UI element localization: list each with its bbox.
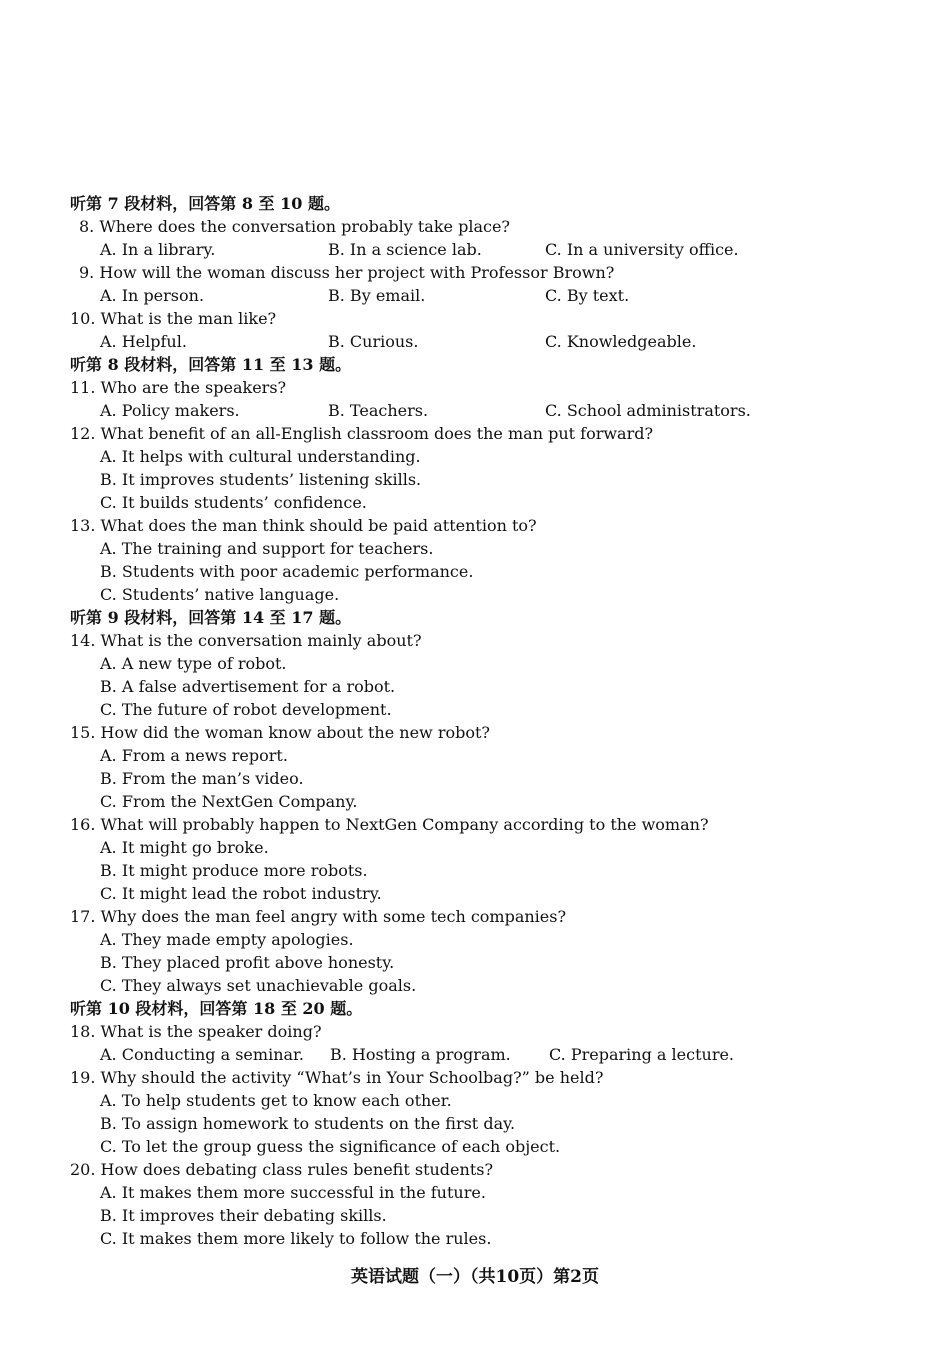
question-stem xyxy=(70,307,930,330)
answer-option: C. In a university office. xyxy=(545,240,739,259)
answer-option: B. Hosting a program. xyxy=(330,1045,511,1064)
answer-option: C. Knowledgeable. xyxy=(545,332,697,351)
answer-option: A. In person. xyxy=(100,286,205,305)
answer-option: B. To assign homework to students on the first day. xyxy=(100,1114,516,1133)
question-text: Why should the activity “What’s in Your Schoolbag?” be held? xyxy=(100,1068,604,1087)
question-text: How does debating class rules benefit students? xyxy=(100,1160,494,1179)
answer-option: B. In a science lab. xyxy=(328,240,482,259)
answer-option: A. They made empty apologies. xyxy=(100,930,354,949)
answer-option: B. Teachers. xyxy=(328,401,429,420)
answer-option: A. The training and support for teachers. xyxy=(100,539,434,558)
answer-option: B. It might produce more robots. xyxy=(100,861,368,880)
question-text: How did the woman know about the new robot? xyxy=(100,723,490,742)
question-text: What is the speaker doing? xyxy=(100,1022,322,1041)
question-stem xyxy=(70,905,930,928)
question-stem xyxy=(70,215,930,238)
answer-option: A. A new type of robot. xyxy=(100,654,287,673)
answer-option: A. In a library. xyxy=(100,240,216,259)
answer-option: C. It makes them more likely to follow the rules. xyxy=(100,1229,492,1248)
answer-option: C. It builds students’ confidence. xyxy=(100,493,367,512)
question-number: 14. xyxy=(70,631,96,650)
question-stem xyxy=(70,376,930,399)
answer-option: C. School administrators. xyxy=(545,401,751,420)
question-text: What is the conversation mainly about? xyxy=(100,631,422,650)
question-text: Why does the man feel angry with some tech companies? xyxy=(100,907,567,926)
question-text: What is the man like? xyxy=(100,309,277,328)
answer-option: C. By text. xyxy=(545,286,630,305)
question-number: 20. xyxy=(70,1160,96,1179)
option-row xyxy=(70,284,930,307)
question-number: 8. xyxy=(79,217,95,236)
question-stem xyxy=(70,1020,930,1043)
question-number: 12. xyxy=(70,424,96,443)
question-number: 16. xyxy=(70,815,96,834)
answer-option: B. From the man’s video. xyxy=(100,769,304,788)
question-number: 10. xyxy=(70,309,96,328)
question-stem xyxy=(70,629,930,652)
option-row xyxy=(70,1043,930,1066)
answer-option: A. From a news report. xyxy=(100,746,288,765)
answer-option: A. Helpful. xyxy=(100,332,187,351)
option-row xyxy=(70,238,930,261)
answer-option: C. To let the group guess the significance of each object. xyxy=(100,1137,561,1156)
answer-option: C. It might lead the robot industry. xyxy=(100,884,382,903)
question-stem xyxy=(70,422,930,445)
answer-option: B. By email. xyxy=(328,286,426,305)
answer-option: A. Conducting a seminar. xyxy=(100,1045,305,1064)
question-number: 18. xyxy=(70,1022,96,1041)
question-number: 11. xyxy=(70,378,96,397)
answer-option: B. They placed profit above honesty. xyxy=(100,953,395,972)
answer-option: C. From the NextGen Company. xyxy=(100,792,358,811)
answer-option: C. Preparing a lecture. xyxy=(549,1045,735,1064)
question-list xyxy=(70,192,930,1250)
option-row xyxy=(70,399,930,422)
question-text: What does the man think should be paid attention to? xyxy=(100,516,537,535)
question-stem xyxy=(70,813,930,836)
section-heading: 听第 9 段材料，回答第 14 至 17 题。 xyxy=(70,608,352,627)
answer-option: C. Students’ native language. xyxy=(100,585,340,604)
question-stem xyxy=(70,261,930,284)
answer-option: A. To help students get to know each other. xyxy=(100,1091,452,1110)
section-heading: 听第 10 段材料，回答第 18 至 20 题。 xyxy=(70,999,363,1018)
answer-option: B. It improves students’ listening skills. xyxy=(100,470,422,489)
section-heading: 听第 8 段材料，回答第 11 至 13 题。 xyxy=(70,355,352,374)
question-text: Who are the speakers? xyxy=(100,378,287,397)
question-text: What benefit of an all-English classroom does the man put forward? xyxy=(100,424,654,443)
question-number: 13. xyxy=(70,516,96,535)
question-text: How will the woman discuss her project with Professor Brown? xyxy=(99,263,615,282)
question-stem xyxy=(70,721,930,744)
question-number: 17. xyxy=(70,907,96,926)
option-row xyxy=(70,330,930,353)
answer-option: B. It improves their debating skills. xyxy=(100,1206,387,1225)
question-text: What will probably happen to NextGen Company according to the woman? xyxy=(100,815,709,834)
answer-option: A. It might go broke. xyxy=(100,838,269,857)
question-number: 19. xyxy=(70,1068,96,1087)
section-heading: 听第 7 段材料，回答第 8 至 10 题。 xyxy=(70,194,340,213)
question-text: Where does the conversation probably take place? xyxy=(99,217,510,236)
answer-option: A. It makes them more successful in the future. xyxy=(100,1183,486,1202)
question-stem xyxy=(70,514,930,537)
answer-option: A. It helps with cultural understanding. xyxy=(100,447,421,466)
question-number: 15. xyxy=(70,723,96,742)
question-stem xyxy=(70,1158,930,1181)
answer-option: C. They always set unachievable goals. xyxy=(100,976,417,995)
answer-option: C. The future of robot development. xyxy=(100,700,392,719)
answer-option: B. A false advertisement for a robot. xyxy=(100,677,396,696)
answer-option: A. Policy makers. xyxy=(100,401,240,420)
question-number: 9. xyxy=(79,263,95,282)
question-stem xyxy=(70,1066,930,1089)
answer-option: B. Curious. xyxy=(328,332,419,351)
answer-option: B. Students with poor academic performance. xyxy=(100,562,474,581)
page-footer: 英语试题（一）（共10页）第2页 xyxy=(351,1267,599,1287)
